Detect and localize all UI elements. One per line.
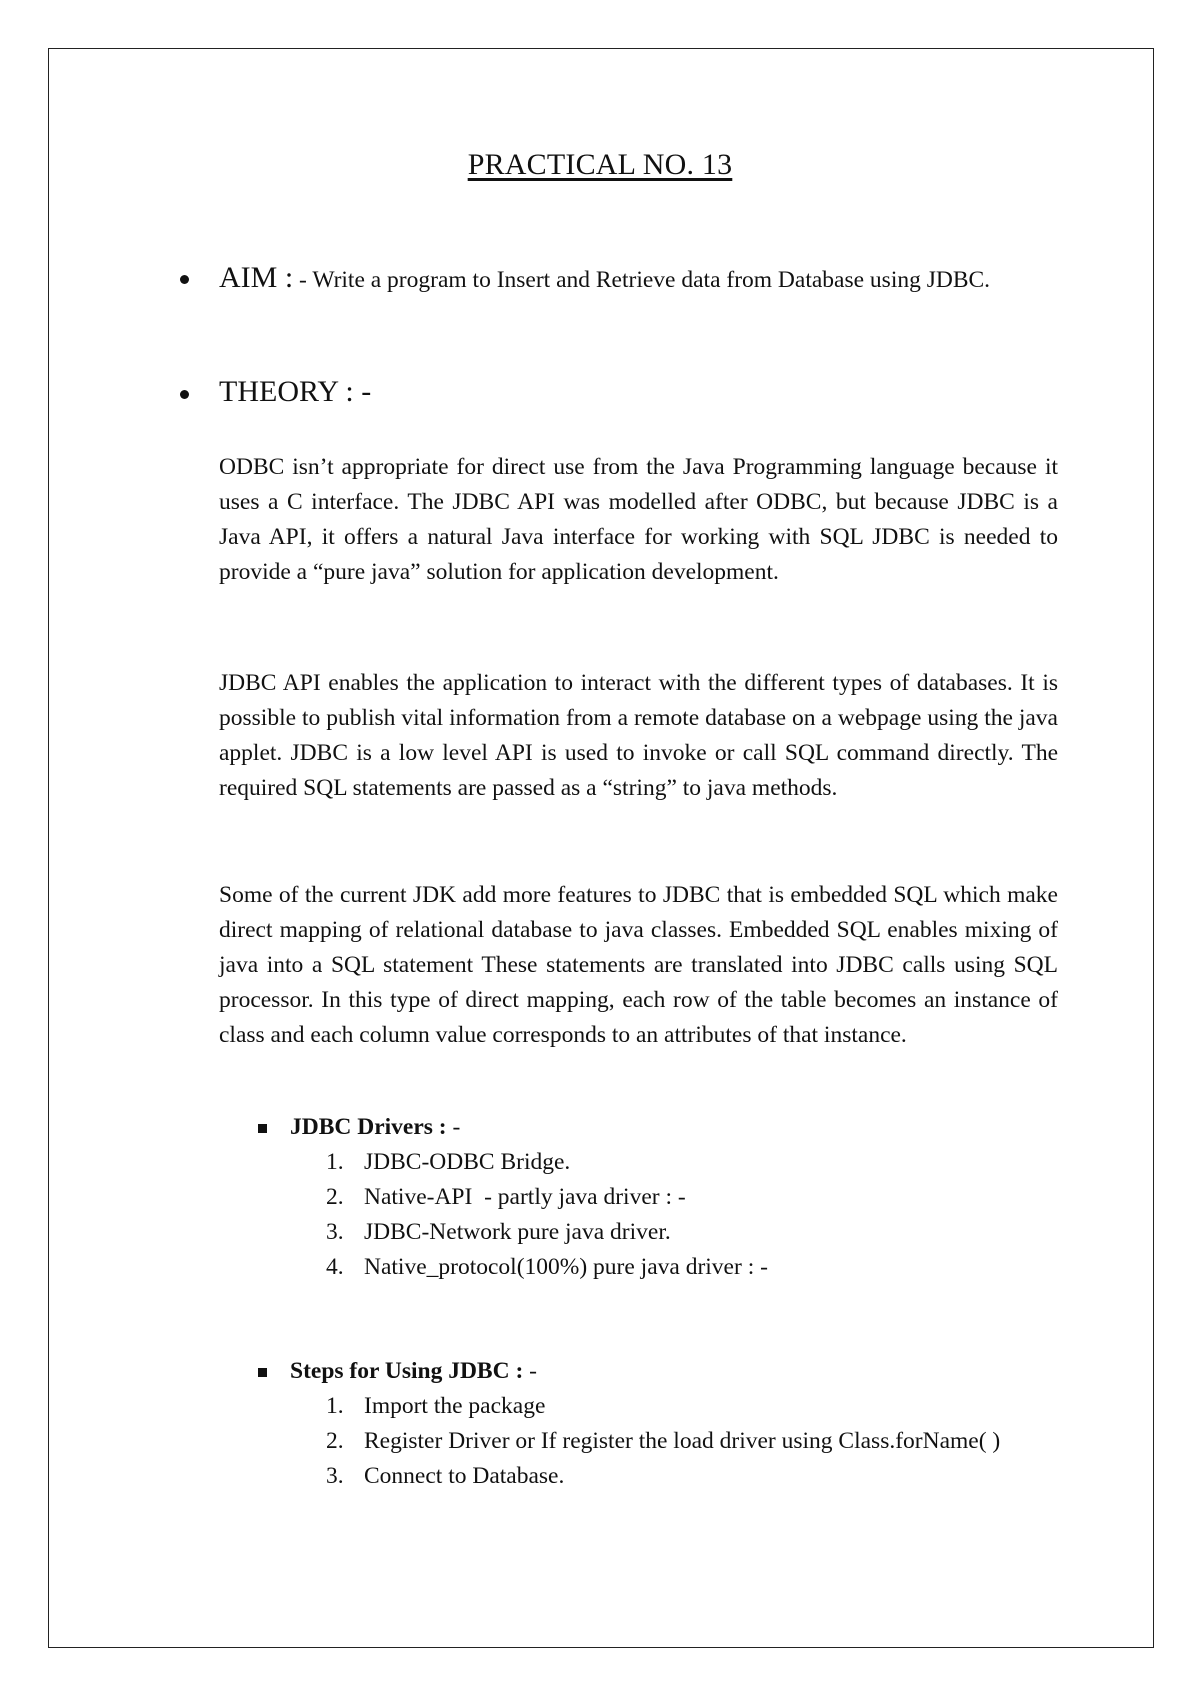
list-item-text: Native_protocol(100%) pure java driver : - xyxy=(364,1254,768,1280)
list-item xyxy=(326,1459,1059,1494)
drivers-heading-dash: - xyxy=(446,1114,461,1140)
steps-heading xyxy=(290,1354,537,1389)
list-item-text: JDBC-Network pure java driver. xyxy=(364,1219,671,1245)
aim-text: - Write a program to Insert and Retrieve data from Database using JDBC. xyxy=(293,267,991,293)
page-title: PRACTICAL NO. 13 xyxy=(467,148,733,181)
steps-square-bullet-icon xyxy=(258,1368,267,1377)
list-item-number: 3. xyxy=(326,1219,344,1245)
drivers-heading-text: JDBC Drivers : xyxy=(290,1114,447,1140)
theory-paragraph-2: JDBC API enables the application to interact with the different types of databases. It is possible to publish vital information from a remote database on a webpage using the java applet. JDBC is a low level API is used to invoke or call SQL command directly. The required SQL statements are passed as a “string” to java methods. xyxy=(219,670,1058,801)
drivers-list xyxy=(326,1145,1059,1285)
list-item xyxy=(326,1145,1059,1180)
list-item-number: 4. xyxy=(326,1254,344,1280)
steps-list xyxy=(326,1389,1059,1494)
steps-heading-text: Steps for Using JDBC : xyxy=(290,1358,524,1384)
list-item xyxy=(326,1424,1059,1459)
list-item-text: Native-API - partly java driver : - xyxy=(364,1184,686,1210)
aim-bullet-icon xyxy=(180,275,189,284)
drivers-heading xyxy=(290,1110,460,1145)
list-item-number: 2. xyxy=(326,1184,344,1210)
list-item xyxy=(326,1215,1059,1250)
list-item-text: Connect to Database. xyxy=(364,1463,565,1489)
theory-paragraph-1: ODBC isn’t appropriate for direct use from the Java Programming language because it uses a C interface. The JDBC API was modelled after ODBC, but because JDBC is a Java API, it offers a natural Java interface for working with SQL JDBC is needed to provide a “pure java” solution for application development. xyxy=(219,454,1058,585)
list-item-text: Import the package xyxy=(364,1393,546,1419)
list-item-number: 2. xyxy=(326,1428,344,1454)
list-item xyxy=(326,1389,1059,1424)
list-item xyxy=(326,1180,1059,1215)
aim-heading: AIM : xyxy=(219,261,294,294)
drivers-square-bullet-icon xyxy=(258,1124,267,1133)
steps-heading-dash: - xyxy=(523,1358,537,1384)
aim-section xyxy=(219,260,1059,298)
list-item xyxy=(326,1250,1059,1285)
theory-heading: THEORY : - xyxy=(219,375,372,408)
list-item-number: 3. xyxy=(326,1463,344,1489)
list-item-text: JDBC-ODBC Bridge. xyxy=(364,1149,571,1175)
list-item-number: 1. xyxy=(326,1149,344,1175)
list-item-number: 1. xyxy=(326,1393,344,1419)
theory-paragraph-3: Some of the current JDK add more features to JDBC that is embedded SQL which make direct mapping of relational database to java classes. Embedded SQL enables mixing of java into a SQL statement These statements are translated into JDBC calls using SQL processor. In this type of direct mapping, each row of the table becomes an instance of class and each column value corresponds to an attributes of that instance. xyxy=(219,882,1058,1048)
list-item-text: Register Driver or If register the load driver using Class.forName( ) xyxy=(364,1428,1001,1454)
theory-bullet-icon xyxy=(180,390,189,399)
